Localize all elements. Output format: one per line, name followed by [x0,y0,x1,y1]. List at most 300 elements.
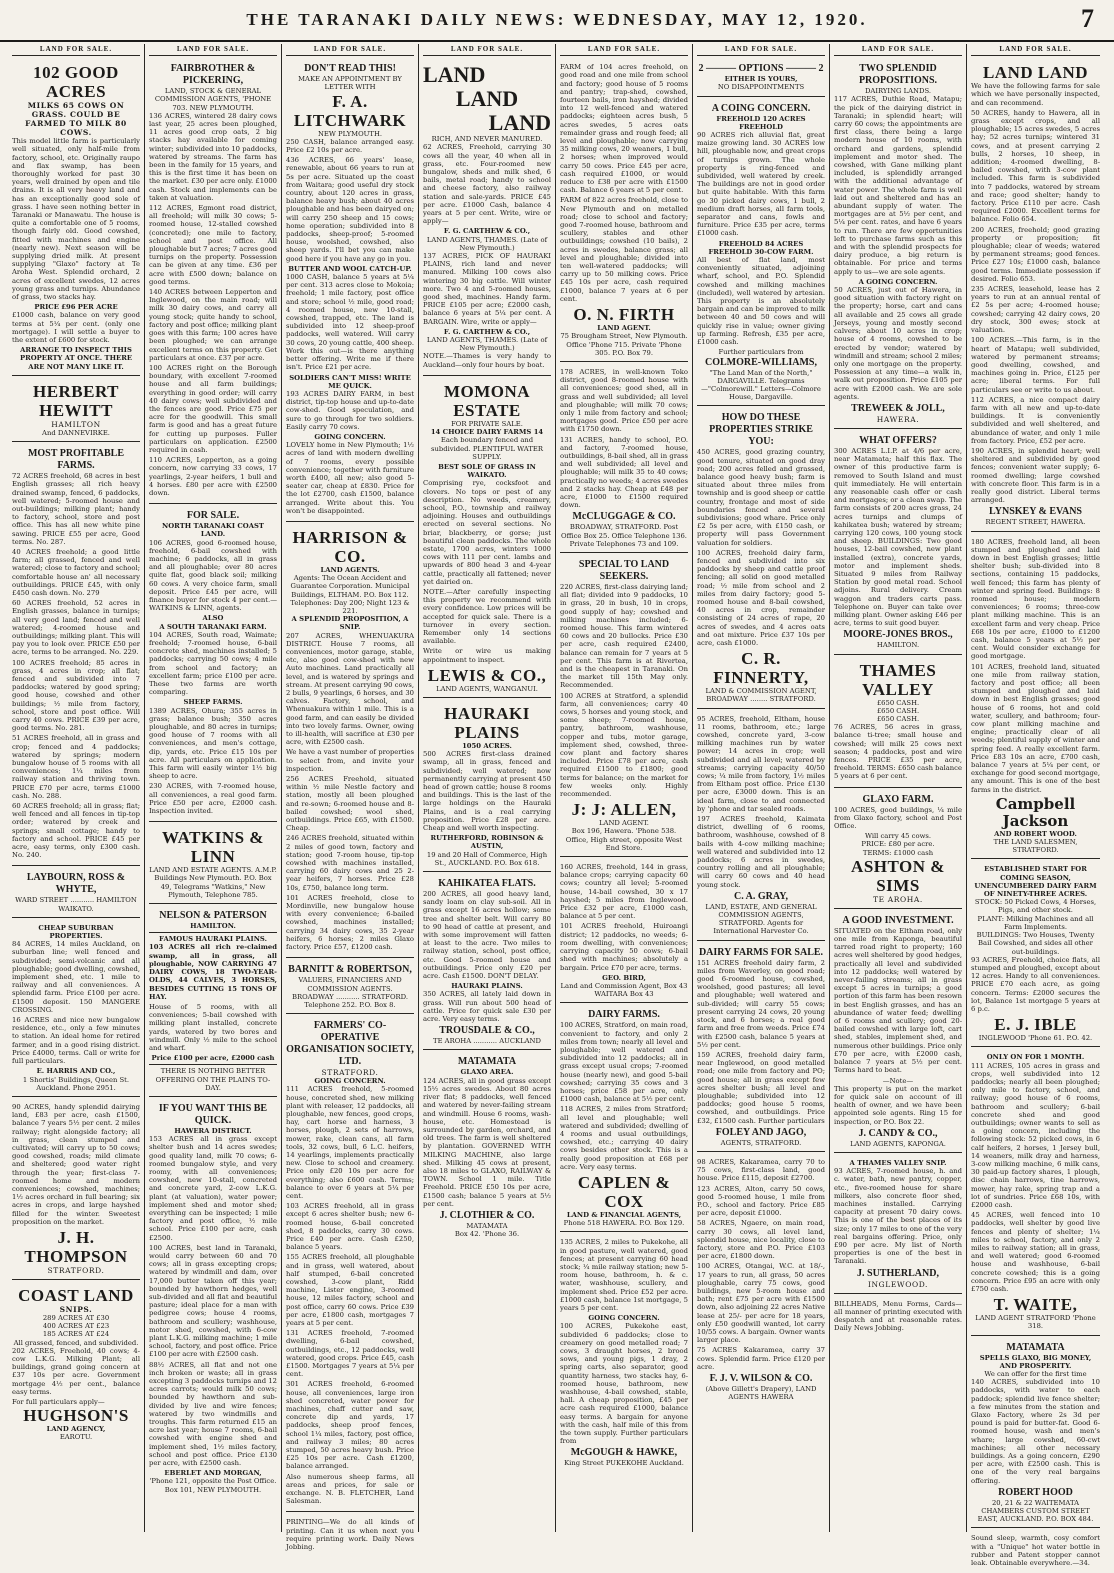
listing: 1000 CASH, balance 5 years at 5¼ per cent. 313 acres close to Mokoia; freehold; 1 mile factory, post office and store; school ½ mile, good road; 4 roomed house, new 10-stall, cowshed, trapped, etc. The land is subdivided into 12 sheep-proof paddocks, well watered. Will carry 30 cows, 20 young cattle, 400 sheep. Work this out—is there anything better offering. Write me if there isn't. Price £21 per acre. [286,273,414,372]
listing: 111 ACRES, 105 acres in grass and crops, well subdivided into 12 paddocks; nearly all been ploughed; only mile to factory, school, and railway; good house of 6 rooms, bathroom and scullery; 6-bail concrete shed and good outbuildings; owner wants to sell as a going concern, including the following stock: 52 picked cows, in 6 calf heifers, 2 horses, 1 Jersey bull, 14 weaners, milk dray and harness, 3-cow milking machine, 6 milk cans, 30 paid-up factory shares, 1 plough, disc chain harrows, tine harrows, mower, hay rake, spring trap and a lot of sundries. Price £68 10s, with £2000 cash. [971,1061,1100,1209]
agent-sub: "The Land Man of the North," DARGAVILLE. Telegrams—"Colmorewill." Letters—Colmore House, Dargaville. [701,368,821,402]
listing: 58 ACRES, Ngaere, on main road, carry 30 cows, all level land, splendid house, nice locality, close to factory, store and P.O. Price £103 per acre, £1800 down. [697,1219,825,1261]
listing: 207 ACRES, WHENUAKURA DISTRICT. House 7 rooms, all conveniences, motor garage, stable, etc, also good cow-shed with new Auto machines. Land practically all level, and is watered by springs and stream. At present carrying 90 cows, 2 bulls, 9 yearlings, 6 horses, and 30 calves. Factory, school, and Whenuakura within 1 mile. This is a good farm, and can easily be divided into two lovely farms. Owner, owing to ill-health, will sacrifice at £30 per acre, with £2500 cash. [286,631,414,747]
line-item: £650 CASH. [876,698,920,707]
listing: 103 ACRES freehold, all in grass except 6 acres shelter bush; new 6-roomed house, 6-bail concreted shed, 8 paddocks, carry 30 cows. Price £40 per acre. Cash £250, balance 5 years. [286,1202,414,1252]
listing: 202 ACRES, Freehold, 40 cows; 4-cow L.K.G. Milking Plant; all buildings, grand going concern at £37 10s per acre. Government mortgage 4½ per cent., balance easy terms. [12,1346,140,1396]
advert-suburban [12,921,140,1097]
advert-foley-jago [697,944,825,1152]
advert-matamata-glaxo [423,1053,551,1242]
ad-price: PRICE £96 PER ACRE [34,303,118,312]
advert-herbert-hewitt [12,379,140,442]
ad-title: MATAMATA [1006,1341,1065,1353]
advert-102-acres [12,60,140,376]
agent-sub: Land and Commission Agent, Box 43 WAITARA Box 43 [560,981,688,999]
listing: 151 ACRES freehold dairy farm, 2 miles from Waverley, on good road; good 6-roomed house, cowshed, woolshed, good pastures; all level and ploughable; well watered and sub-divided; will carry 55 cows; present carrying 24 cows, 20 young stock, and 6 horses; a real good farm and free from weeds. Price £74 with £2500 cash, balance 5 years at 5½ per cent. [697,958,825,1049]
ad-subtitle: HAWERA DISTRICT. [174,1126,252,1135]
agent-sub: LAND AGENT. [597,324,651,333]
agent-sub: REGENT STREET, HAWERA. [985,518,1086,527]
listing: 200 ACRES, freehold; good grazing property or proposition; fit ploughable; clear of weeds; watered by permanent streams; good fences. Price £27 10s; £1000 cash, balance good terms. Immediate possession if desired. Folio 653. [971,225,1100,283]
advert-farmers-coop [286,1017,414,1512]
listing: 136 ACRES, wintered 28 dairy cows last year, 25 acres been ploughed, 11 acres good crop oats, 2 big stacks hay available for coming winter; subdivided into 10 paddocks, watered by streams. The farm has been in the family for 15 years, and this is the first time it has been on the market. £30 per acre only. £1000 cash. Stock and implements can be taken at valuation. [149,111,277,202]
listing: 131 ACRES, handy to school, P.O. and factory, 7-roomed house, outbuildings, 8-bail shed, all in grass and well subdivided; all level and ploughable; will milk 35 to 40 cows; practically no weeds; 4 acres swedes and 2 stacks hay. Cheap at £48 per acre, £1000 to £1500 required down. [560,435,688,510]
listing: 111 ACRES freehold, 5-roomed house, concreted shed, new milking plant with releaser, 12 paddocks, all ploughable, new fences, good crops, hay, cart horse and harness, 3 horses, plough, 2 sets of harrows, mower, rake, clean cans, all farm tools, 32 cows, bull, 6 L.C. heifers, 14 yearlings, implements practically new. Close to school and creamery. Price only £20 10s per acre for everything; also £600 cash. Terms; balance to over 6 years at 5¼ per cent. [286,1085,414,1200]
ad-heading: FREEHOLD 120 ACRES FREEHOLD [716,114,806,131]
agent-sub: AND ROBERT WOOD. [994,829,1077,838]
agent-place: INGLEWOOD. [867,1279,929,1289]
listing: 350 ACRES, all lately laid down in grass. Will run about 500 head of cattle. Price for quick sale £30 per acre. Very easy terms. [423,990,551,1024]
agent-name: Campbell Jackson [995,794,1076,830]
ad-title: MOST PROFITABLE FARMS. [27,448,125,472]
ad-title: HOW DO THESE PROPERTIES STRIKE YOU: [709,412,813,448]
column-6 [693,44,830,1532]
ad-buildings: BUILDINGS: Two Houses, Twenty Bail Cowshed, and sides all other out-buildings. [976,931,1095,956]
advert-dairy-farms [560,1006,688,1232]
agent-name: F. J. V. WILSON & CO. [709,1373,813,1385]
ad-body: This model little farm is particularly well situated, only half-mile from factory, school, etc. Originally raupo and flax swamp, has been thoroughly worked for past 30 years, well drained by open and tile drains. It is all very heavy land and has an exceptionally good sole of grass. I have seen nothing better in Taranaki or Manawatu. The house is quite a comfortable one of 5 rooms, though fairly old. Good cowshed, fitted with machines and engine (nearly new). Next season will be supplying dried milk. At present supplying "Glaxo" factory at Te Aroha West. Splendid orchard, 2 acres of excellent swedes, 12 acres young grass and turnips. Abundance of grass, two stacks hay. [12,137,140,302]
ad-title: 102 GOOD ACRES [33,63,119,102]
ad-price: Price £100 per acre, £2000 cash [151,1054,275,1063]
listing: 100 ACRES right on the Borough boundary, with excellent 7-roomed house and all farm buildings; everything in good order; will carry 40 dairy cows; well subdivided and the fences are good. Price £75 per acre for the goodwill. This small farm is good and has a great future for cutting up purposes. Fuller particulars on application. £2500 required in cash. [149,363,277,454]
agent-name: FOLEY AND JAGO, [715,1126,807,1138]
agent-name: McGOUGH & HAWKE, [570,1447,678,1459]
agent-name: J. SUTHERLAND, [857,1267,939,1279]
agent-name: FAIRBROTHER & PICKERING, [170,63,256,87]
agent-sub: LAND AGENTS, THAMES. (Late of New Plymouth.) [426,235,548,252]
listing: 90 ACRES rich alluvial flat, great maize growing land. 30 ACRES low hill, ploughable now, and great crops of turnips grown. The whole property is ring-fenced and subdivided, well watered by creek. The buildings are not in good order but quite habitable. With this farm go 30 picked dairy cows, 1 bull, 2 medium draft horses, all farm tools, separator and cans, fowls and furniture. Price £35 per acre, terms £1000 cash. [697,131,825,238]
listing: 500 ACRES first-class drained swamp, all in grass, fenced and subdivided; well watered; now permanently carrying at present 450 head of grown cattle; house 8 rooms and buildings. This is the last of the large holdings on the Hauraki Plains, and is a real carrying proposition. Price £28 per acre. Cheap and well worth inspecting. [423,750,551,833]
ad-title: A THAMES VALLEY SNIP. [849,1158,947,1167]
ad-heading: A SPLENDID PROPOSITION, A SNIP. [291,615,409,632]
agent-name: C. A. GRAY, [734,890,788,902]
ad-footnote: Also numerous sheep farms, all areas and prices, for sale or exchange. N. B. FLETCHER, Land Salesman. [286,1472,414,1506]
advert-coast-land [12,1283,140,1446]
agent-name: LEWIS & CO., [427,665,547,685]
agent-place: HAMILTON. [190,922,236,931]
ad-title: DAIRY FARMS FOR SALE. [698,946,824,958]
column-4 [419,44,556,1532]
advert-wilson [697,1155,825,1405]
ad-heading: HAURAKI PLAINS. [451,982,523,991]
listing: 235 ACRES, leasehold, lease has 2 years to run at an annual rental of £2 5s per acre; 4-roomed house; cowshed; carrying 42 dairy cows, 20 dry stock, 300 ewes; stock at valuation. [971,285,1100,335]
ad-footnote: NOTE.—Thames is very handy to Auckland—only four hours by boat. [423,352,551,369]
listing: 450 ACRES, good grazing country, good tenure, situated on good dray road; 200 acres felled and grassed, balance good heavy bush; farm is situated about three miles from township and is good sheep or cattle country, frontage and most of side boundaries fenced and several subdivisions; good whare. Price only £2 5s per acre, with £150 cash, or property will pass Government valuation for soldiers. [697,448,825,547]
ad-title: GLAXO FARM. [862,793,934,805]
advert-billheads [834,1297,962,1339]
ad-title: THAMES VALLEY [859,660,937,699]
advert-land-seekers [560,556,688,857]
listing: 45 ACRES, well fenced into 10 paddocks, well shelter by good live fences and plenty of shelter; 1¼ miles to school, factory, and only 2 miles to railway station; all in grass, and well watered; good 6-roomed house and washhouse, 6-bail concrete cowshed; this is a going concern. Price £95 an acre with only £750 cash. [971,1211,1100,1294]
column-2 [145,44,282,1532]
advert-profitable-farms [12,445,140,866]
listing: 112 ACRES, Egmont road district, all freehold; will milk 30 cows; 5-roomed house, 12-stalled cowshed (concreted); one mile to factory, school and post office. All ploughable but 7 acres; 7 acres good turnips on the property. Possession can be given at any time. £36 per acre with £500 down; balance on good terms. [149,204,277,286]
ad-title: ONLY ON FOR 1 MONTH. [986,1053,1085,1062]
ad-title: COAST LAND [18,1285,134,1305]
advert-hot-water-bottle [971,1531,1100,1573]
listing: This property is put on the market for quick sale on account of ill health of owner, and we have been appointed sole agents. Ring 15 for inspection, or P.O. Box 22. [834,1084,962,1126]
listing: 193 ACRES DAIRY FARM, in best district, tip-top house and up-to-date cow-shed. Good speculation, and sure to go through for two soldiers. Easily carry 70 cows. [286,389,414,431]
ad-title: TWO SPLENDID PROPOSITIONS. [858,63,938,87]
agent-name: COLMORE-WILLIAMS, [705,356,817,368]
listing: 220 ACRES, first-class dairying land; all flat; divided into 9 paddocks, 10 in grass, 20 in bush, 10 in crops, good supply of hay; cowshed and milking machines included; 6-roomed house. This farm wintered 60 cows and 20 bullocks. Price £30 per acre, cash required £2400, balance can remain for 7 years at 5 per cent. This farm is at Rivertea, and is the cheapest in Taranaki. On the market till 15th May only. Recommended. [560,582,688,690]
listing: 160 ACRES, freehold, 144 in grass, balance crops; carrying capacity 60 cows; country all level; 5-roomed house, 14-bail cowshed, 30 x 17 hayshed; 5 miles from Inglewood. Price £32 per acre, £1000 cash, balance at 5 per cent. [560,863,688,921]
ad-subtitle: 1050 ACRES. [462,741,512,750]
advert-thames-snip [834,1156,962,1294]
listing: We have a vast number of properties to select from, and invite your inspection. [286,748,414,773]
agent-sub: LAND AGENTS, WANGANUI. [436,684,538,693]
listing: 100 ACRES at Stratford, a splendid farm, all conveniences; carry 40 cows, 5 horses and young stock, and some sheep; 7-roomed house, pantry, bathroom, washhouse, copper and tubs, motor garage, implement shed, cowshed, three-cow plant and factory shares included. Price £78 per acre, cash required £1500 to £1800; good terms for balance; on the market for few weeks only. Highly recommended. [560,691,688,799]
advert-90-acres [12,1100,140,1280]
listing: 60 ACRES freehold, 52 acres in English grasses, balance in turnips; all very good land; fenced and well watered; 4-roomed house and outbuildings; milking plant. This will pay you to look over. PRICE £50 per acre, terms to be arranged. No. 229. [12,599,140,657]
agent-name: O. N. FIRTH [573,305,675,325]
column-header: LAND FOR SALE. [286,44,414,56]
ad-stock: STOCK: 50 Picked Cows, 4 Horses, Pigs, and other stock. [974,898,1097,915]
agent-sub: LAND AGENT. [599,819,649,828]
listing: House of 5 rooms, with all conveniences; 5-bail cowshed with milking plant installed, concrete yards, watered by two bores and windmill. Only ½ mile to the school and wharf. [149,1002,277,1052]
agent-sub-2: THE LAND SALESMEN, STRATFORD. [993,838,1078,855]
ad-subtitle: DAIRYING LANDS. [864,87,932,96]
listing: 230 ACRES, with 7-roomed house, all conveniences, a real good farm. Price £50 per acre, £2000 cash. Inspection invited. [149,782,277,816]
ad-subtitle: SPELLS GLAXO, BIG MONEY, AND PROSPERITY. [979,1353,1092,1370]
listing: 75 ACRES Kakaramea, carry 37 cows. Splendid farm. Price £120 per acre. [697,1346,825,1371]
ad-title: DAIRY FARMS. [588,1009,660,1021]
ad-title: A COING CONCERN. [711,102,811,114]
listing: 72 ACRES freehold, 68 acres in best English grasses; all rich heavy drained swamp, fenced, 6 paddocks, well watered; 5-roomed house and out-buildings; milking plant; handy to factory, school, store and post office. This has all new white pine sawing. PRICE £55 per acre, Good terms. No. 287. [12,472,140,546]
listing: 106 ACRES, good 6-roomed house, freehold, 6-bail cowshed with machine; 6 paddocks, all in grass and all ploughable; over 80 acres quite flat, good black soil; milking 60 cows. A very choice farm, small deposit. Price £45 per acre, will finance buyer for stock 4 per cent.—WATKINS & LINN, agents. [149,538,277,613]
agent-sub: INGLEWOOD 'Phone 61. P.O. 42. [978,1034,1093,1043]
advert-lynskey [971,60,1100,531]
agent-sub: LAND AGENTS. [320,565,380,574]
column-1 [8,44,145,1532]
column-header: LAND FOR SALE. [834,44,962,56]
advert-good-investment [834,912,962,1153]
agent-address: 'Phone 121, opposite the Post Office. Box 101, NEW PLYMOUTH. [149,1477,277,1494]
column-header: LAND FOR SALE. [971,44,1100,56]
listing: 95 ACRES, freehold, Eltham, house 11 rooms, bathroom, etc.; large cowshed, concrete yard, 3-cow milking machines run by water power; 14 acres in crop; well subdivided and all level; watered by streams; carrying capacity 40/50 cows; ¼ mile from factory, 1½ miles from Eltham post office. Price £130 per acre, £3000 down. This is an ideal farm, close to and connected by 'phone and tar sealed roads. [697,714,825,813]
ad-terms: £1000 cash, balance on very good terms at 5¼ per cent. (only one mortgage). I will settle a buyer to the extent of £600 for stock. [12,311,140,345]
listing: 93 ACRES, 7-roomed house, h. and c. water, bath, new pantry, copper, etc., five-roomed house for share milkers, also concrete floor shed, machines installed. Carrying capacity at present 70 dairy cows. This is one of the best places of its size; only 17 miles to one of the very real bargains offering. Price, only £90 per acre. My list of North properties is one of the best in Taranaki. [834,1167,962,1266]
advert-litchwark [286,60,414,522]
ad-heading: GOING CONCERN. [314,1077,386,1086]
newspaper-title: THE TARANAKI DAILY NEWS: WEDNESDAY, MAY 12, 1920. [246,10,868,29]
listing: NOTE.—After carefully inspecting this property we recommend with every confidence. Low prices will be accepted for quick sale. There is a turnover in every section. Remember only 14 sections available. [423,587,551,646]
listing: 100 ACRES, Otangai, W.C. at 18/-, 17 years to run, all grass, 50 acres ploughable, carry 75 cows, good buildings, new 5-room house and bath; rent £75 per acre with £1500 down, also adjoining 22 acres Native lease at 25/- per acre for 18 years, only £50 goodwill wanted, lot carry 10/55 cows. A bargain. Owner wants larger place. [697,1262,825,1345]
listing: 124 ACRES, all in good grass except 15½ acres swedes. About 80 acres river flat; 8 paddocks, well fenced and watered by never-failing stream and windmill. House 6 rooms, wash-house, etc. Homestead is surrounded by garden, orchard, and old trees. The farm is well sheltered by plantation. GOVERNED WITH MILKING MACHINE, also large shed. Milking 45 cows at present, also 18 miles to GLAXO, RAILWAY & TOWN. School 1 mile. Title Freehold. PRICE £50 10s per acre, £1500 cash; balance 5 years at 5½ per cent. [423,1076,551,1208]
advert-options [697,60,825,96]
listing: 180 ACRES, freehold land, all been stumped and ploughed and laid down in best English grasses; little shelter bush; sub-divided into 8 sections, containing 15 paddocks, well fenced; this farm has plenty of winter and spring feed. Buildings: 8 roomed house; modern conveniences; 6 rooms; three-cow plant milking machine. This is an excellent farm and very cheap. Price £68 10s per acre, £1000 to £1200 cash, balance 5 years at 5½ per cent. Would consider exchange for good mortgage. [971,537,1100,661]
listing: 1389 ACRES, Ohura; 355 acres in grass; balance bush; 350 acres ploughable, and 80 acres in turnips; good house of 7 rooms with all conveniences, and men's cottage, dip, yards, etc. Price £15 10s per acre. All particulars on application. This farm will easily winter 1½ big sheep to acre. [149,706,277,781]
agent-name: NELSON & PATERSON [159,910,267,922]
agent-address: Phone 518 HAWERA. P.O. Box 129. [563,1219,685,1228]
listing: 100 ACRES.—This farm, is in the heart of Matapu; well subdivided, watered by permanent streams; good dwelling, cowshed, and machines going in. Price, £125 per acre; liberal terms. For full particulars see or write to us about. [971,336,1100,394]
advert-treweek [834,60,962,429]
listing: 50 ACRES, just out of Hawera, in good situation with factory right on the property; horse, cart and cans all available and 25 cows all grade Jerseys, young and mostly second calvers; about 10 acres in crop; house of 4 rooms, cowshed to be erected by vendor; watered by windmill and stream; school 2 miles; only one mortgage on the property. Possession at any time—a walk in, walk out proposition. Price £105 per acre with £2000 cash. We are sole agents. [834,286,962,401]
advert-nelson-paterson [149,907,277,1097]
columns-container [8,44,1106,1568]
agent-place: HAMILTON [51,419,101,429]
listing: 117 ACRES, Duthie Road, Matapu; the pick of the dairying district in Taranaki; in splendid heart; will carry 60 cows; the appointments are first class, there being a large modern house of 10 rooms, with orchard and gardens, splendid implement and motor shed. The cowshed, with Gane milking plant included, is splendidly arranged with the additional advantage of water power. The whole farm is well laid out and sheltered and has an abundant supply of water. The mortgages are at 5½ per cent, and 5¼ per cent. rates, and have 6 years to run. There are few opportunities left to purchase farms such as this and with the splendid prospects for dairy produce, a big return is obtainable. For price and terms apply to us—we are sole agents. [834,95,962,276]
listing: 256 ACRES Freehold, situated within ½ mile Nestle factory and station, mostly all been ploughed and re-sown; 6-roomed house and 8-bailed cowshed; wool shed, outbuildings. Price £65, with £1500. Cheap. [286,775,414,833]
agent-sub: LAND, ESTATE, AND GENERAL COMMISSION AGENTS, STRATFORD. Agents for International Harvester Co. [705,902,817,936]
listing: 135 ACRES, 2 miles to Pukekohe, all in good pasture, well watered, good fences; at present carrying 60 head stock; ¼ mile railway station; new 5-room house, bathroom, h. & c. water, washhouse, scullery, and implement shed. Price £52 per acre. £1000 cash, balance 1st mortgage, 5 years 5 per cent. [560,1238,688,1312]
listing: Each boundary fenced and subdivided. PLENTIFUL WATER SUPPLY. [431,436,543,461]
ad-title: FAMOUS HAURAKI PLAINS. [159,935,267,944]
agent-sub: LAND AGENTS, THAMES. (Late of New Plymouth.) [426,336,548,353]
ad-title: DON'T READ THIS! [304,63,396,75]
agent-sub: LAND & COMMISSION AGENT, BROADWAY ........ STRATFORD. [705,687,817,704]
listing: 155 ACRES freehold, all ploughable and in grass, well watered, about half stumped, 6-bail concreted cowshed, 3-cow plant, Ridd machine, Lister engine, 3-roomed house, 12 miles factory, school and post office, carry 60 cows. Price £39 per acre, £1800 cash, mortgages 7 years at 5 per cent. [286,1253,414,1327]
agent-name: RUTHERFORD, ROBINSON & AUSTIN, [430,834,544,851]
listing: Comprising rye, cocksfoot and clovers. No tops or pest of any description. No weeds, creamery, school, P.O., township and railway adjoining. Houses and outbuildings erected on several sections. No briar, blackberry, or gorse; just beautiful clean paddocks. The whole estate, 1700 acres, winters 1000 cows with 111 per cent. lambs and upwards of 800 head 3 and 4-year cattle, practically all fattened; never yet dairied on. [423,479,551,586]
listing: Sound sleep, warmth, cosy comfort with a "Unique" hot water bottle in rubber and Patent stopper cannot leak. Obtainable everywhere.—34. [971,1534,1100,1568]
agent-address: King Street PUKEKOHE Auckland. [564,1459,684,1468]
listing: 200 ACRES, all good heavy land, sandy loam on clay sub-soil. All in grass except 16 acres hollow; some tree and shelter belt. Will carry 80 to 90 head of cattle at present, and with some improvement will fatten at least to the acre. Two miles to railway station, school, post office, etc. Good 5-roomed house and outbuildings. Price only £20 per acre. Cash £1500. DON'T DELAY. [423,890,551,981]
advert-printing [286,1515,414,1557]
ad-note: —Note— [882,1076,914,1085]
listing: 88½ ACRES, all flat and not one inch broken or waste; all in grass excepting 3 paddocks turnips and 12 acres carrots; would milk 50 cows; bounded by hawthorn and sub-divided by live and wire fences; watered by two windmills and troughs. This farm returned £15 an acre last year; house 7 rooms, 6-bail cowshed with engine shed and implement shed, 1½ miles factory, school and post office. Price £130 per acre, with £2500 cash. [149,1360,277,1468]
agent-name: E. HARRIS AND CO., [36,1067,116,1076]
agent-name: ROBERT HOOD [998,1486,1073,1498]
agent-name: HARRISON & CO. [292,527,408,566]
listing: 51 ACRES freehold, all in grass and crop; fenced and 4 paddocks; watered by springs; modern bungalow house of 5 rooms with all conveniences; 1¼ miles from railway station and thriving town. PRICE £70 per acre, terms £1000 cash. No. 288. [12,734,140,800]
agent-place: MATAMATA [466,1221,508,1230]
agent-name: FARMERS' CO-OPERATIVE ORGANISATION SOCIETY, LTD. [286,1020,414,1068]
advert-waite [971,1050,1100,1335]
ad-footnote: For full particulars apply— [12,1397,105,1406]
agent-address: Agents: The Ocean Accident and Guarantee Corporation. Municipal Buildings, ELTHAM. P.O. Box 112. Telephones: Day 200; Night 123 & 221. [290,574,410,615]
line-item: 289 ACRES AT £30 [42,1313,110,1322]
column-header: LAND FOR SALE. [560,44,688,56]
agent-sub: LAND AGENTS, KAPONGA. [850,1139,946,1148]
listing: 118 ACRES, 2 miles from Stratford; all level and ploughable; well watered and subdivided; dwelling of 4 rooms and usual outbuildings, cowshed, etc.; carrying 40 dairy cows besides other stock. This is a really good proposition at £68 per acre. Very easy terms. [560,1105,688,1171]
advert-what-offers [834,432,962,655]
agent-sub: LAND & FINANCIAL AGENTS, [566,1210,682,1219]
advert-mccluggage [560,365,688,553]
agent-address: 19 and 20 Hall of Commerce, High St., AUCKLAND. P.O. Box 618. [426,850,548,867]
listing: FARM of 822 acres freehold, close to New Plymouth and on metalled road; close to school and factory; good 7-roomed house, bathroom and scullery, stables and other outbuildings; cowshed (10 bails), 2 acres in swedes, balance grass; all level and ploughable; divided into ten well-watered paddocks; will carry up to 50 milking cows. Price £45 10s per acre, cash required £1000, balance 7 years at 6 per cent. [560,196,688,303]
agent-box: Box 42. 'Phone 36. [454,1230,520,1239]
agent-name: HERBERT HEWITT [32,381,120,420]
listing: 62 ACRES, Freehold, carrying 30 cows all the year, 40 when all in grass, etc. Four-roomed new bungalow, sheds and milk shed, 6 bails, metal road; handy to school and cheese factory, also railway station and sale-yards. PRICE £45 per acre. £1000 Cash, balance 4 years at 5 per cent. Write, wire or apply— [423,143,551,226]
ad-subtitle: NORTH TARANAKI COAST LAND. [162,522,264,539]
advert-land-land-land [423,60,551,376]
line-item: PRICE: £80 per acre. [861,840,935,849]
listing: 100 ACRES freehold; 85 acres in grass, 4 acres in crop; all flat; fenced and subdivided into 7 paddocks; watered by good spring; good house, cowshed and other buildings; ½ mile from factory, school, store and post office. Will carry 40 cows. PRICE £39 per acre, good terms. No. 281. [12,658,140,733]
agent-name: LAYBOURN, ROSS & WHYTE, [26,872,126,896]
column-header: LAND FOR SALE. [149,44,277,56]
advert-robert-hood [971,1339,1100,1529]
ad-subtitle: UNENCUMBERED DAIRY FARM OF NINETY-THREE ACRES. [974,881,1097,899]
column-3 [282,44,419,1552]
listing: 84 ACRES, 14 miles Auckland, on suburban line; well fenced and subdivided; semi-volcanic and all ploughable; good dwelling, cowshed, implement shed, etc. 1 mile to railway and all conveniences. A splendid farm. Price £100 per acre. £1500 deposit. 150 MANGERE CROSSING. [12,940,140,1014]
line-item: All grassed, fenced, and subdivided. [13,1338,139,1347]
ad-title: SPECIAL TO LAND SEEKERS. [578,558,670,582]
listing: 246 ACRES freehold, situated within 2 miles of good town, factory and station; good 7-room house, tip-top cowshed with machines installed, carrying 60 dairy cows and 25 2-year heifers, 7 horses. Price £28 10s, £750, balance long term. [286,834,414,892]
ad-heading: A SOUTH TARANAKI FARM. [159,622,267,631]
advert-barnitt [286,961,414,1014]
advert-campbell-jackson [971,535,1100,860]
listing: 137 ACRES, PICK OF HAURAKI PLAINS, rich land and never manured. Milking 100 cows also wintering 30 big cattle. Will winter more. Two 4 and 5-roomed houses, good shed, machines. Handy farm. PRICE £105 per acre; £2000 cash, balance 6 years at 5¼ per cent. A BARGAIN. Wire, write or apply— [423,252,551,326]
agent-place: TE AROHA. [873,894,923,904]
agent-name: F. G. CARTHEW & CO., [443,227,531,236]
listing: 40 ACRES freehold; a good little farm; all grassed, fenced and well watered; close to factory and school; comfortable house an' all necessary outbuildings. PRICE £45, with only £450 cash down. No. 279 [12,547,140,597]
line-item: Will carry 45 cows. [864,832,932,841]
listing: 140 ACRES between Lepperton and Inglewood, on the main road; will milk 30 dairy cows, and carry all young stock; quite handy to school, factory and post office; milking plant goes with this farm; 100 acres have been ploughed; we can arrange excellent terms on this property. Get particulars at once. £37 per acre. [149,288,277,362]
agent-name: T. WAITE, [993,1295,1078,1315]
column-header: LAND FOR SALE. [12,44,140,56]
ad-subtitle: MILKS 65 COWS ON GRASS. COULD BE FARMED TO MILK 80 COWS. [25,101,127,138]
ad-title: FOR SALE. [186,510,240,522]
agent-name: TROUSDALE & CO., [439,1025,535,1037]
listing: 178 ACRES, in well-known Toko district, good 8-roomed house with all conveniences; good shed, all in grass and well subdivided; all level and ploughable; will milk 70 cows; only 1 mile from factory and school; mortgages good. Price £50 per acre with £1750 down. [560,367,688,434]
line-item: 400 ACRES AT £23 [42,1322,110,1331]
ad-subtitle: RICH, AND NEVER MANURED. [431,135,543,144]
agent-place: STRATFORD. [47,1265,105,1275]
agent-name: J. CLOTHIER & CO. [439,1209,535,1221]
agent-address: 1 Shortis' Buildings, Queen St. Auckland. Phone 2951. [22,1075,130,1092]
agent-place: HAWERA. [876,414,920,424]
listing: 436 ACRES, 66 years' lease, renewable, about 66 years to run at 5s per acre. Situated up the coast from Waitara; good useful dry stock country, about 120 acres in grass, balance heavy bush; about 40 acres ploughable and has been dairyed on; will carry 250 sheep and 15 cows; home operation; subdivided into 8 paddocks, sheep-proof; 5-roomed house, woolshed, cowshed, also sheep yards. I'll bet you can make good here if you have any go in you. [286,156,414,263]
line-item: £650 CASH. [876,706,920,715]
advert-hauraki [423,701,551,872]
ad-footnote: Further particulars from [718,348,804,357]
agent-address: Box 196, Hawera. 'Phone 538. Office, High street, opposite West End Store. [565,827,683,852]
advert-laybourn [12,869,140,917]
agent-name: F. G. CARTHEW & CO., [443,327,531,336]
listing: 112 ACRES, a nice compact dairy farm with all new and up-to-date buildings. It is conveniently subdivided and well sheltered, and abundance of water, and only 1 mile from factory. Price, £52 per acre. [971,395,1100,445]
listing: 197 ACRES freehold, Kaimata district, dwelling of 6 rooms, bathroom, washhouse, cowshed of 8 bails with 4-cow milking machine; well watered and subdivided into 12 paddocks; 6 acres in swedes, country rolling and all ploughable; will carry 60 cows and 40 head young stock. [697,815,825,889]
agent-name: GEO. BIRD, [602,973,646,982]
agent-name: F. A. LITCHWARK [293,91,407,130]
column-7 [830,44,967,1532]
listing: PRINTING—We do all kinds of printing. Can it us when next you require printing work. Daily News Jobbing. [286,1518,414,1552]
agent-sub: LAND, STOCK & GENERAL COMMISSION AGENTS, 'PHONE 703. NEW PLYMOUTH. [154,87,272,112]
masthead [0,0,1114,42]
ad-title: MATAMATA [457,1056,517,1068]
listing: FARM of 104 acres freehold, on good road and one mile from school and factory; good house of 5 rooms and pantry; trap-shed, cowshed, fourteen bails, iron hayshed; divided into 12 well-fenced and watered paddocks; eighteen acres bush, 5 acres swedes, 5 acres oats remainder grass and rough feed; all level and ploughable; now carrying 35 milking cows, 20 weaners, 1 bull, 2 horses; when improved would carry 50 cows. Price £45 per acre, cash required £1000, or would reduce to £38 per acre with £1500 cash. Balance 6 years at 5 per cent. [560,63,688,195]
column-header: LAND FOR SALE. [423,44,551,56]
listing: 93 ACRES, Freehold, choice flats, all stumped and ploughed, except about 12 acres. Handy to all conveniences. PRICE £70 each acre, as going concern. Terms: £2000 secures the lot, Balance 1st mortgage 5 years at 6 p.c. [971,955,1100,1013]
agent-sub: 20, 21 & 22 WAITEMATA CHAMBERS CUSTOM STREET EAST, AUCKLAND. P.O. BOX 484. [977,1498,1094,1524]
listing: 100 ACRES, freehold dairy farm, fenced and subdivided into six paddocks by sheep and cattle proof fencing; all solid on good metalled road; ½ mile from school and 2 miles from dairy factory; good 5-roomed house and 8-bail cowshed, 40 acres in crop, remainder consisting of 24 acres of rape, 20 acres of swedes, and 4 acres oats and oat mixture. Price £37 10s per acre, cash £1000. [697,548,825,647]
listing: All best of flat land, most conveniently situated, adjoining wharf, school, and P.O. Splendid cowshed and milking machines (included), well watered by artesian. This property is an absolutely bargain and can be improved to milk between 40 and 50 cows and will quickly rise in value; owner giving up farming. Refresh, £35 per acre, £1000 cash. [697,256,825,347]
ad-title: CHEAP SUBURBAN PROPERTIES. [38,923,114,941]
listing: 159 ACRES, freehold dairy farm, near Inglewood, on good metalled road; one mile from factory and PO; good house; all in grass except few acres shelter bush; all level and ploughable; subdivided into 12 paddocks; good house 5 rooms, cowshed, and outbuildings. Price £32, £1500 cash. Further particulars [697,1050,825,1125]
agent-name: C. R. FINNERTY, [713,649,809,688]
line-item: £650 CASH. [876,715,920,723]
ad-title: IF YOU WANT THIS BE QUICK. [158,1102,268,1126]
advert-fairbrother [149,60,277,504]
agent-name: HUGHSON'S [23,1406,129,1426]
listing: 301 ACRES freehold, 6-roomed house, all conveniences, large iron shed concreted, water power for machines, chaff cutter and saw, concrete dip and yards, 17 paddocks, sheep proof fences, school 1¼ miles, factory, post office, and railway 3 miles; 80 acres stumped, 50 acres heavy bush. Price £25 10s per acre. Cash £1200, balance arranged. [286,1380,414,1471]
listing: SITUATED on the Eltham road, only one mile from Kaponga, beautiful tarred road right to property; 160 acres well sheltered by good hedges, practically all level and subdivided into 12 paddocks; well watered by never-failing streams; all in grass except 5 acres in turnips; a good portion of this farm has been resown in best English grasses, and has an abundance of water feed; dwelling of 6 rooms and scullery; good 20-bailed cowshed with large loft, cart shed, stables, implement shed, and numerous other buildings. Price only £70 per acre, with £2000 cash, balance 7 years at 5½ per cent. Terms hard to beat. [834,926,962,1075]
agent-sub: LAND AGENT STRATFORD 'Phone 318. [975,1314,1096,1331]
advert-kahikatea [423,875,551,1050]
agent-name: E. J. IBLE [994,1015,1077,1035]
advert-ible [971,862,1100,1047]
agent-name: WATKINS & LINN [162,828,264,867]
advert-firth [560,60,688,362]
advert-going-concern [697,100,825,407]
page-number: 7 [1081,4,1094,33]
listing: 60 ACRES freehold; all in grass; flat; well fenced and all fences in tip-top order; watered by creek and springs; small cottage; handy to factory and school. PRICE £45 per acre, easy terms, only £300 cash. No. 240. [12,802,140,860]
ad-plant: PLANT: Milking Machines and all Farm Implements. [977,914,1094,931]
agent-place: HAMILTON. [876,641,920,650]
agent-name: ASHTON & SIMS [851,856,945,895]
agent-name: J. H. THOMPSON [24,1227,128,1266]
advert-for-sale [149,507,277,822]
ad-subtitle: GLAXO AREA. [460,1068,514,1077]
ad-title: WHAT OFFERS? [859,434,937,446]
ad-title: 2 ——— OPTIONS ——— 2 [698,63,824,75]
listing: 100 ACRES, Pukekohe east, subdivided 6 paddocks; close to creamery on good metalled road; 7 cows, 3 draught horses, 2 brood sows, and young pigs, 1 dray, 2 spring carts, also separator, good quantity harness, two stacks hay, 6-roomed house, bathroom, new washhouse, 4-bail cowshed, stable, hall. A cheap proposition, £45 per acre cash required £1000, balance easy terms. A bargain for anyone with the cash, half mile of this from the town supply. Further particulars from [560,1322,688,1446]
agent-place-2: And DANNEVIRKE. [42,428,110,437]
ad-title: MOMONA ESTATE [443,381,531,420]
ad-heading: SOLDIERS CAN'T MISS! WRITE ME QUICK. [289,373,411,390]
listing: 250 CASH, balance arranged easy. Price £2 10s per acre. [286,137,414,155]
advert-geo-bird [560,860,688,1003]
ad-title-1: LAND [423,62,486,88]
agent-name: J: J: ALLEN, [571,800,677,820]
ad-heading: BUTTER AND WOOL CATCH-UP. [288,264,412,273]
listing: 100 ACRES, Stratford, on main road, convenient to factory, and only 2 miles from town; nearly all level and ploughable; well watered and subdivided into 12 paddocks; all in grass except usual crops; 7-roomed house (nearly new), and good 5-bail cowshed; carrying 35 cows and 3 horses; price £58 per acre, only £1000 cash, balance at 5½ per cent. [560,1021,688,1104]
ad-footnote: ARRANGE TO INSPECT THIS PROPERTY AT ONCE. THERE ARE NOT MANY LIKE IT. [19,346,133,371]
ad-title: ESTABLISHED START FOR COMING SEASON, [984,865,1087,882]
column-header: LAND FOR SALE. [697,44,825,56]
listing: BILLHEADS, Menu Forms, Cards—all manner of printing executed with despatch and at reasonable rates. Daily News Jobbing. [834,1299,962,1333]
agent-sub: LAND AGENCY, [46,1425,106,1434]
ad-footnote: THERE IS NOTHING BETTER OFFERING ON THE PLAINS TO-DAY. [155,1067,271,1092]
agent-name: McCLUGGAGE & CO. [572,511,676,523]
listing: 153 ACRES all in grass except shelter bush and 14 acres swedes; good quality land, milk 70 cows; 6-roomed bungalow style, and very roomy, with all conveniences; cowshed, new 10-stall, concreted and concrete yard, 2-cow L.K.G. plant (at valuation), water power; implement shed and motor shed; everything can be inspected; 1 mile factory and post office, ½ mile school. Price £100 per acre, cash £2500. [149,1135,277,1242]
agent-sub: AGENTS, STRATFORD. [720,1138,802,1147]
agent-sub: LAND AND ESTATE AGENTS. A.M.P. Buildings New Plymouth. P.O. Box 49, Telegrams "Watkins," New Plymouth, Telephone 785. [149,866,277,899]
listing: 103 ACRES all rich re-claimed swamp, all in grass, all ploughable, NOW CARRYING 47 DAIRY COWS, 18 TWO-YEAR-OLDS, 44 CALVES, 3 HORSES, BESIDES CUTTING 15 TONS OF HAY. [149,943,277,1001]
advert-gray [697,712,825,941]
ad-heading: SHEEP FARMS. [183,698,243,707]
advert-thames-valley [834,658,962,788]
agent-address: BROADWAY, STRATFORD. Post Office Box 25. Office Telephone 136. Private Telephones 73 and 109. [561,523,687,548]
agent-name: CAPLEN & COX [577,1172,671,1211]
ad-subtitle: MAKE AN APPOINTMENT BY LETTER WITH [298,75,402,92]
column-5 [556,44,693,1532]
listing: 104 ACRES, South road, Waimate; freehold; 7-roomed house, 6-bail concrete shed, machines installed; 5 paddocks; carrying 50 cows; 4 mile from school and factory; an excellent farm; price £100 per acre. These two farms are worth comparing. [149,630,277,697]
ad-heading: FREEHOLD 84 ACRES FREEHOLD 30-COW FARM. [708,239,814,256]
advert-be-quick [149,1100,277,1498]
ad-title: LAND LAND [982,63,1089,83]
listing: 110 ACRES, Lepperton, as a going concern, now carrying 33 cows, 17 yearlings, 2-year heifers, 1 bull and 4 horses. £80 per acre with £2500 down. [149,456,277,497]
column-8 [967,44,1104,1568]
ad-title: A GOOD INVESTMENT. [842,914,954,926]
listing: 76 ACRES, 56 acres in grass, balance ti-tree; small house and cowshed; will milk 25 cows next season; 4 paddocks, post and wire fences. PRICE £35 per acre, freehold. TERMS: £650 cash balance 5 years at 6 per cent. [834,723,962,781]
ad-heading: GOING CONCERN. [588,1314,660,1323]
listing: 100 ACRES, best land in Taranaki, would carry between 60 and 70 cows; all in grass excepting crops; watered by windmill and dam, over 17,000 butter taken off this year; bounded by hawthorn hedges, well sub-divided and all flat and beautiful pasture; ideal place for a man with pedigree cows; house 4 rooms, bathroom and scullery; washhouse, motor shed, cowshed, with 6-cow plant L.K.G. milking machine; 1 mile school, factory, and post office. Price £100 per acre with £2500 cash. [149,1243,277,1359]
ad-subtitle-2: NO DISAPPOINTMENTS [717,83,805,92]
ad-title-2: LAND [455,86,519,112]
line-item: TERMS: £1000 cash [862,848,934,857]
listing: 98 ACRES, Kakaramea, carry 70 to 75 cows, first-class land, good house. Price £115, deposit £2700. [697,1157,825,1183]
ad-title: HAURAKI PLAINS [444,703,530,742]
advert-pukekohe [560,1235,688,1471]
advert-harrison [286,525,414,958]
agent-place: NEW PLYMOUTH. [317,129,383,138]
listing: 50 ACRES, handy to Hawera, all in grass except crops, and all ploughable; 15 acres swedes, 5 acres hay; 52 acres turnips; wintered 31 cows, and at present carrying 2 bulls, 2 horses, 10 sheep, in addition; 4-roomed dwelling, 8-bailed cowshed, with 3-cow plant included. This farm is subdivided into 7 paddocks, watered by stream and race; good shelter; handy to factory. Price £110 per acre. Cash required £2000. Excellent terms for balance. Folio 654. [971,108,1100,224]
agent-name: TREWEEK & JOLL, [851,402,945,414]
listing: 101 ACRES freehold, Huiroangi district; 12 paddocks, no weeds; 6-room dwelling, with conveniences; carrying capacity 50 cows; 6-bail shed with machines; absolutely a bargain. Price £70 per acre, terms. [560,922,688,972]
agent-sub: (Above Gillett's Drapery), LAND AGENTS HAWERA [705,1385,817,1402]
listing: Write or wire us making appointment to inspect. [423,647,551,664]
ad-heading: GOING CONCERN. [314,432,386,441]
